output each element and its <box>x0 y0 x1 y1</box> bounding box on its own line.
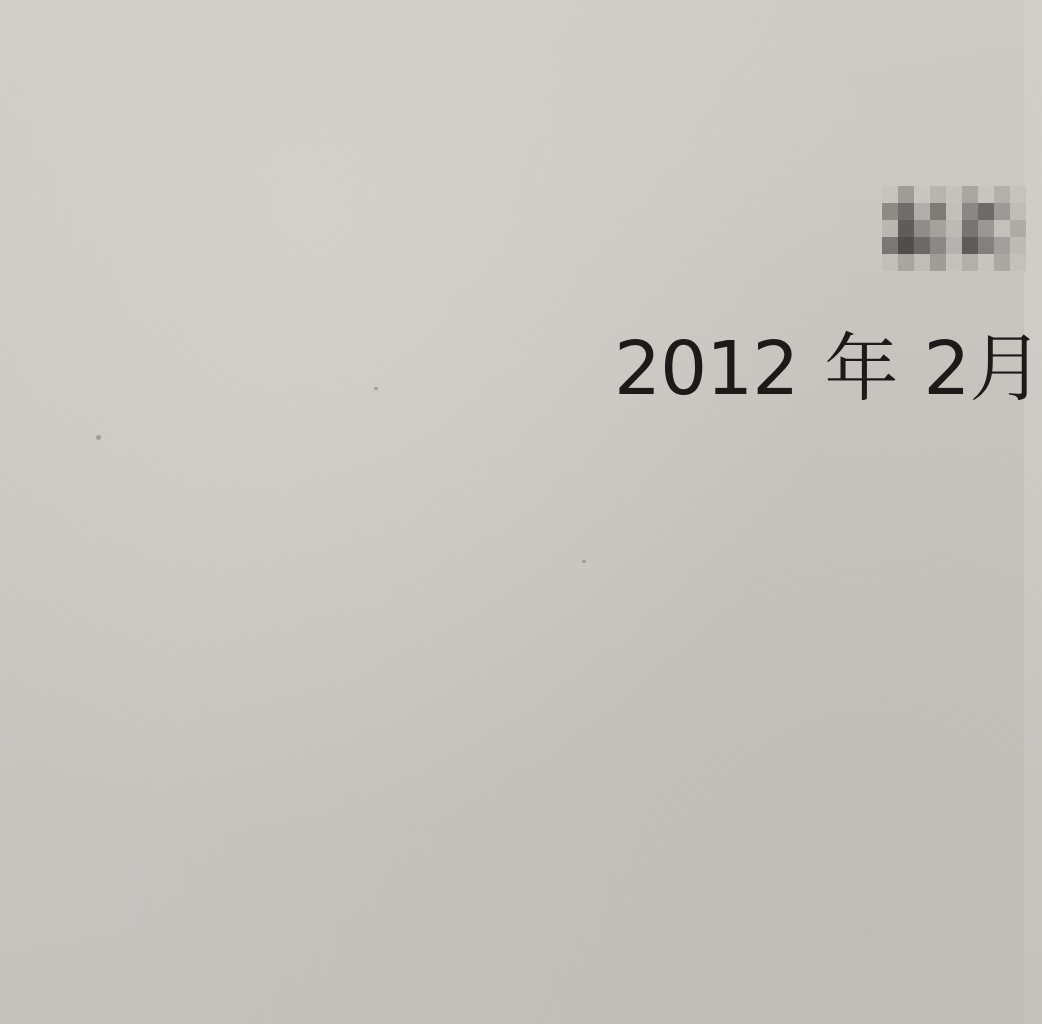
redaction-pixel <box>914 237 930 254</box>
redaction-pixel <box>978 237 994 254</box>
redaction-pixel <box>914 203 930 220</box>
redaction-pixel <box>946 203 962 220</box>
document-date <box>614 326 1042 412</box>
redaction-pixel <box>930 237 946 254</box>
redaction-pixel <box>962 220 978 237</box>
redaction-pixel <box>882 220 898 237</box>
redaction-pixel <box>994 220 1010 237</box>
redaction-pixel <box>930 220 946 237</box>
date-month-char: 月 <box>969 326 1042 412</box>
redaction-pixel <box>946 186 962 203</box>
paper-speck <box>374 387 378 390</box>
redaction-pixel <box>1010 203 1026 220</box>
redaction-pixel <box>962 254 978 271</box>
date-month: 2 <box>923 326 970 412</box>
redaction-pixel <box>914 220 930 237</box>
paper-speck <box>96 435 101 440</box>
redaction-pixel <box>946 237 962 254</box>
redaction-pixel <box>978 254 994 271</box>
paper-speck <box>582 560 586 563</box>
redaction-pixel <box>994 254 1010 271</box>
redaction-pixel <box>1010 254 1026 271</box>
redaction-pixel <box>946 254 962 271</box>
redaction-pixel <box>898 254 914 271</box>
redaction-pixel <box>914 254 930 271</box>
redaction-pixel <box>882 186 898 203</box>
redaction-pixel <box>994 237 1010 254</box>
redaction-pixel <box>1010 220 1026 237</box>
redaction-pixel <box>882 237 898 254</box>
redaction-pixel <box>882 203 898 220</box>
redaction-pixel <box>962 186 978 203</box>
date-year-char: 年 <box>824 326 898 412</box>
redaction-pixel <box>930 254 946 271</box>
redaction-pixel <box>898 237 914 254</box>
redaction-pixel <box>946 220 962 237</box>
redaction-pixel <box>978 186 994 203</box>
redaction-pixel <box>930 203 946 220</box>
redaction-pixel <box>898 220 914 237</box>
redaction-pixel <box>898 203 914 220</box>
redaction-pixel <box>1010 237 1026 254</box>
redaction-pixel <box>994 186 1010 203</box>
redaction-pixel <box>994 203 1010 220</box>
redaction-pixel <box>914 186 930 203</box>
redaction-pixel <box>962 237 978 254</box>
redaction-pixel <box>978 220 994 237</box>
redaction-pixel <box>930 186 946 203</box>
redaction-pixel <box>898 186 914 203</box>
redaction-pixel <box>962 203 978 220</box>
redaction-pixel <box>882 254 898 271</box>
date-year: 2012 <box>614 326 799 412</box>
redaction-pixel <box>978 203 994 220</box>
redacted-heading-pixelated <box>882 186 1024 270</box>
redaction-pixel <box>1010 186 1026 203</box>
